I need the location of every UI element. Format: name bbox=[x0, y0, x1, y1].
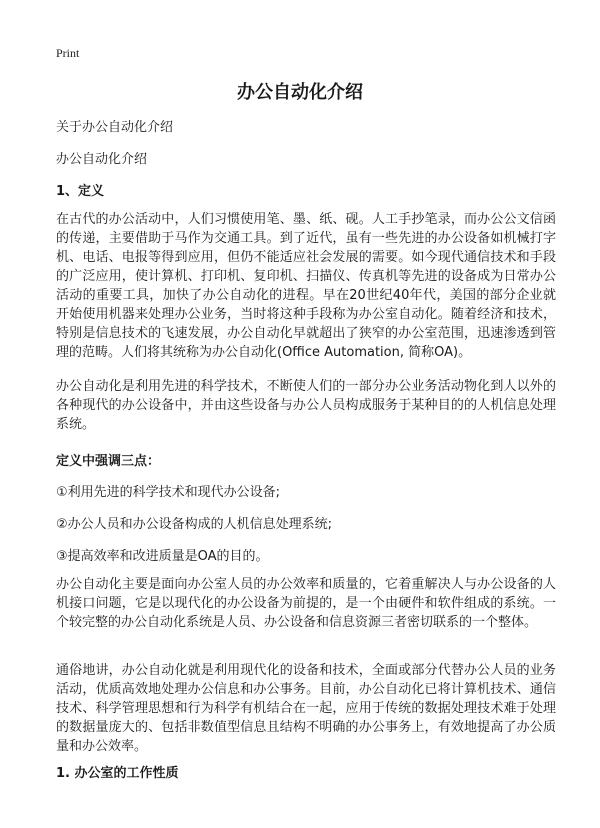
paragraph-definition: 在古代的办公活动中，人们习惯使用笔、墨、纸、砚。人工手抄笔录，而办公公文信函的传递，主要借助于马作为交通工具。到了近代，虽有一些先进的办公设备如机械打字机、电话、电报等得到应用，但仍不能适应社会发展的需要。如今现代通信技术和手段的广泛应用，使计算机、打印机、复印机、扫描仪、传真机等先进的设备成为日常办公活动的重要工具，加快了办公自动化的进程。早在20世纪40年代，美国的部分企业就开始使用机器来处理办公业务，当时将这种手段称为办公室自动化。随着经济和技术，特别是信息技术的飞速发展，办公自动化早就超出了狭窄的办公室范围，迅速渗透到管理的范畴。人们将其统称为办公自动化(Office Automation, 简称OA)。 bbox=[56, 212, 556, 360]
paragraph-oa-focus: 办公自动化主要是面向办公室人员的办公效率和质量的，它着重解决人与办公设备的人机接口问题，它是以现代化的办公设备为前提的，是一个由硬件和软件组成的系统。一个较完整的办公自动化系统是人员、办公设备和信息资源三者密切联系的一个整体。 bbox=[56, 577, 556, 630]
list-item: ②办公人员和办公设备构成的人机信息处理系统; bbox=[56, 517, 333, 532]
page-title: 办公自动化介绍 bbox=[237, 82, 363, 103]
list-item: ③提高效率和改进质量是OA的目的。 bbox=[56, 549, 269, 564]
emphasis-heading: 定义中强调三点： bbox=[56, 454, 161, 469]
paragraph-oa-meaning: 办公自动化是利用先进的科学技术，不断使人们的一部分办公业务活动物化到人以外的各种现代的办公设备中，并由这些设备与办公人员构成服务于某种目的的人机信息处理系统。 bbox=[56, 379, 556, 432]
subtitle: 办公自动化介绍 bbox=[56, 152, 148, 167]
print-link[interactable]: Print bbox=[56, 46, 80, 60]
breadcrumb: 关于办公自动化介绍 bbox=[56, 120, 174, 135]
section-heading-office-work: 1. 办公室的工作性质 bbox=[56, 766, 179, 781]
list-item: ①利用先进的科学技术和现代办公设备; bbox=[56, 485, 281, 500]
paragraph-oa-plain: 通俗地讲，办公自动化就是利用现代化的设备和技术，全面或部分代替办公人员的业务活动，优质高效地处理办公信息和办公事务。目前，办公自动化已将计算机技术、通信技术、科学管理思想和行为科学有机结合在一起，应用于传统的数据处理技术难于处理的数据量庞大的、包括非数值型信息且结构不明确的办公事务上，有效地提高了办公质量和办公效率。 bbox=[56, 663, 556, 754]
section-heading-definition: 1、定义 bbox=[56, 184, 105, 199]
